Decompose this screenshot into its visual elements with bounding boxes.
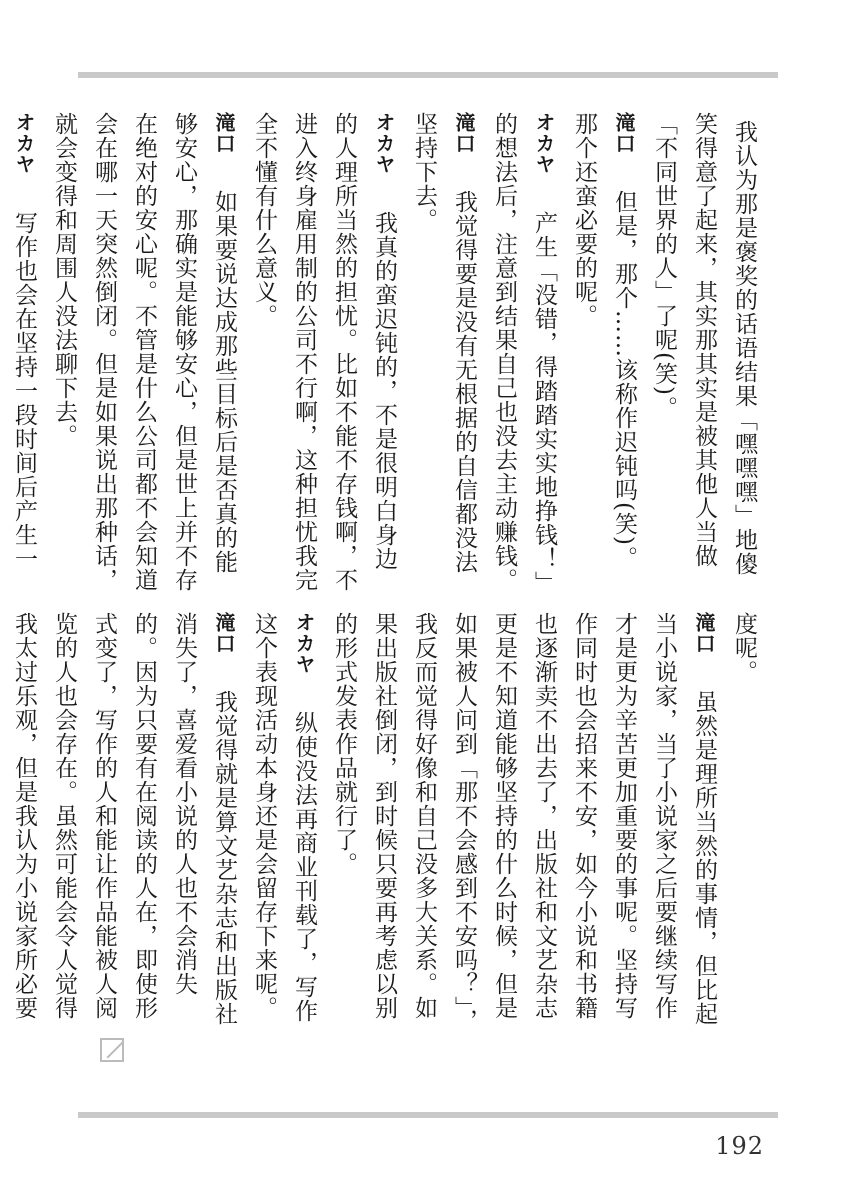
paragraph-text: 纵使没法再商业刊载了，写作这个表现活动本身还是会留存下来呢。 (251, 612, 317, 1023)
speaker-label: オカヤ (372, 112, 396, 175)
bottom-rule (78, 1112, 778, 1118)
paragraph-text: 但是，那个……该称作迟钝吗(笑)。那个还蛮必要的呢。 (571, 112, 637, 570)
speaker-label: 滝口 (212, 112, 236, 154)
paragraph (244, 112, 404, 592)
paragraph (724, 612, 764, 1042)
upper-text-block (0, 112, 764, 592)
page-number: 192 (715, 1132, 764, 1160)
speaker-label: 滝口 (692, 612, 716, 654)
paragraph (0, 112, 44, 592)
paragraph-text: 我觉得要是没有无根据的自信都没法坚持下去。 (411, 112, 477, 574)
speaker-label: オカヤ (12, 112, 36, 175)
paragraph (244, 612, 324, 1042)
paragraph (644, 112, 764, 592)
lower-text-block (0, 612, 764, 1042)
paragraph-text: 我觉得就是算文艺杂志和出版社消失了，喜爱看小说的人也不会消失的。因为只要有在阅读的人在，即使形式变了，写作的人和能让作品能被人阅览的人也会存在。虽然可能会令人觉得我太过乐观，但是我认为小说家所必要 (11, 612, 237, 1026)
paragraph (404, 112, 484, 592)
paragraph (564, 112, 644, 592)
paragraph-text: 写作也会在坚持一段时间后产生一 (11, 211, 37, 571)
corner-mark-icon (100, 1038, 124, 1062)
paragraph-text: 产生「没错，得踏踏实实地挣钱！」的想法后，注意到结果自己也没去主动赚钱。 (491, 112, 557, 592)
paragraph (44, 112, 244, 592)
speaker-label: オカヤ (292, 612, 316, 675)
paragraph-text: 我认为那是褒奖的话语结果「嘿嘿嘿」地傻笑得意了起来，其实那其实是被其他人当做「不同世界的人」了呢(笑)。 (651, 112, 757, 576)
paragraph-text: 如果要说达成那些目标后是否真的能够安心，那确实是能够安心，但是世上并不存在绝对的安心呢。不管是什么公司都不会知道会在哪一天突然倒闭。但是如果说出那种话，就会变得和周围人没法聊下去。 (51, 112, 237, 592)
speaker-label: オカヤ (532, 112, 556, 175)
speaker-label: 滝口 (452, 112, 476, 154)
paragraph (0, 612, 244, 1042)
paragraph (324, 612, 724, 1042)
paragraph (484, 112, 564, 592)
top-rule (78, 72, 778, 78)
speaker-label: 滝口 (612, 112, 636, 154)
paragraph-text: 度呢。 (731, 612, 757, 684)
speaker-label: 滝口 (212, 612, 236, 654)
paragraph-text: 我真的蛮迟钝的，不是很明白身边的人理所当然的担忧。比如不能不存钱啊，不进入终身雇用制的公司不行啊，这种担忧我完全不懂有什么意义。 (251, 112, 397, 592)
paragraph-text: 虽然是理所当然的事情，但比起当小说家，当了小说家之后要继续写作才是更为辛苦更加重要的事呢。坚持写作同时也会招来不安，如今小说和书籍也逐渐卖不出去了，出版社和文艺杂志更是不知道能够坚持的什么时候，但是如果被人问到「那不会感到不安吗？」，我反而觉得好像和自己没多大关系。如果出版社倒闭，到时候只要再考虑以别的形式发表作品就行了。 (331, 612, 717, 1033)
